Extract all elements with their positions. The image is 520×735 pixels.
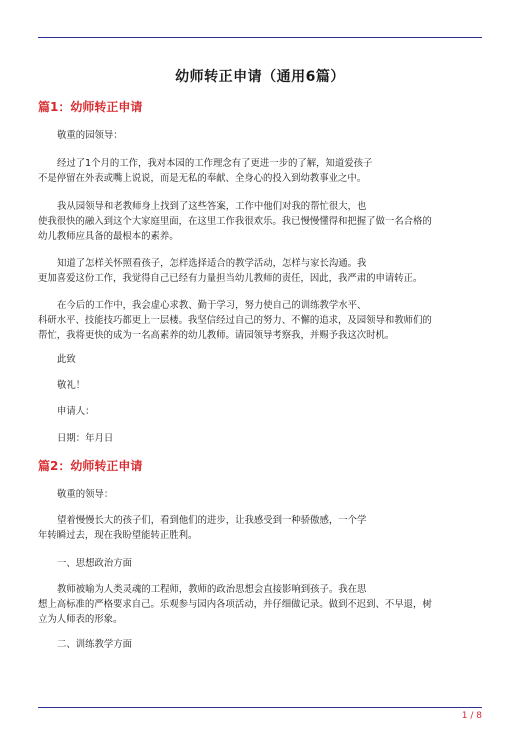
paragraph-line: 经过了1个月的工作，我对本园的工作理念有了更进一步的了解，知道爱孩子: [57, 158, 373, 169]
paragraph-line: 一、思想政治方面: [57, 558, 133, 569]
salutation-text: 敬重的领导：: [57, 489, 114, 500]
paragraph-2-3: [38, 582, 484, 627]
paragraph-2-1: [38, 513, 484, 543]
paragraph-line: 在今后的工作中，我会虚心求教、勤于学习，努力使自己的训练教学水平、: [57, 300, 367, 311]
subheading-teaching: [38, 637, 484, 652]
paragraph-line: 立为人师表的形象。: [38, 614, 123, 625]
header-rule: [38, 37, 482, 38]
closing-line: 此致: [57, 354, 76, 365]
paragraph-line: 二、训练教学方面: [57, 639, 133, 650]
closing-line: 敬礼！: [57, 380, 86, 391]
page-number: 1 / 8: [461, 711, 482, 721]
paragraph-line: 科研水平、技能技巧都更上一层楼。我坚信经过自己的努力、不懈的追求，及园领导和教师们的: [38, 315, 432, 326]
section-heading-1: 篇1：幼师转正申请: [38, 100, 143, 114]
closing-jingli: [38, 378, 484, 393]
section-heading-2: 篇2：幼师转正申请: [38, 459, 143, 473]
paragraph-line: 年转瞬过去，现在我盼望能转正胜利。: [38, 530, 198, 541]
document-title: 幼师转正申请（通用6篇）: [175, 69, 345, 85]
closing-line: 申请人：: [57, 406, 95, 417]
closing-date: [38, 431, 484, 446]
closing-applicant: [38, 404, 484, 419]
paragraph-1-4: [38, 298, 484, 343]
paragraph-line: 望着慢慢长大的孩子们，看到他们的进步，让我感受到一种骄傲感，一个学: [57, 515, 367, 526]
paragraph-line: 使我很快的融入到这个大家庭里面，在这里工作我很欢乐。我已慢慢懂得和把握了做一名合格的: [38, 216, 432, 227]
paragraph-line: 我从园领导和老教师身上找到了这些答案，工作中他们对我的帮忙很大，也: [57, 201, 367, 212]
salutation-text: 敬重的园领导：: [57, 130, 123, 141]
paragraph-line: 幼儿教师应具备的最根本的素养。: [38, 231, 179, 242]
closing-cizhi: [38, 352, 484, 367]
paragraph-line: 不是停留在外表或嘴上说说，而是无私的奉献、全身心的投入到幼教事业之中。: [38, 173, 367, 184]
paragraph-line: 知道了怎样关怀照看孩子，怎样选择适合的教学活动，怎样与家长沟通。我: [57, 258, 367, 269]
footer-rule: [38, 707, 482, 708]
paragraph-1-3: [38, 256, 484, 286]
paragraph-1-1: [38, 156, 484, 186]
subheading-politics: [38, 556, 484, 571]
paragraph-line: 帮忙，我将更快的成为一名高素养的幼儿教师。请园领导考察我，并赐予我这次时机。: [38, 330, 395, 341]
paragraph-line: 教师被喻为人类灵魂的工程师，教师的政治思想会直接影响到孩子。我在思: [57, 584, 367, 595]
paragraph-line: 想上高标准的严格要求自己。乐观参与园内各项活动，并仔细做记录。做到不迟到、不早退，树: [38, 599, 432, 610]
salutation-2: [38, 487, 484, 502]
paragraph-1-2: [38, 199, 484, 244]
closing-line: 日期：年月日: [57, 433, 114, 444]
salutation-1: [38, 128, 484, 143]
paragraph-line: 更加喜爱这份工作，我觉得自己已经有力量担当幼儿教师的责任，因此，我严肃的申请转正。: [38, 273, 423, 284]
